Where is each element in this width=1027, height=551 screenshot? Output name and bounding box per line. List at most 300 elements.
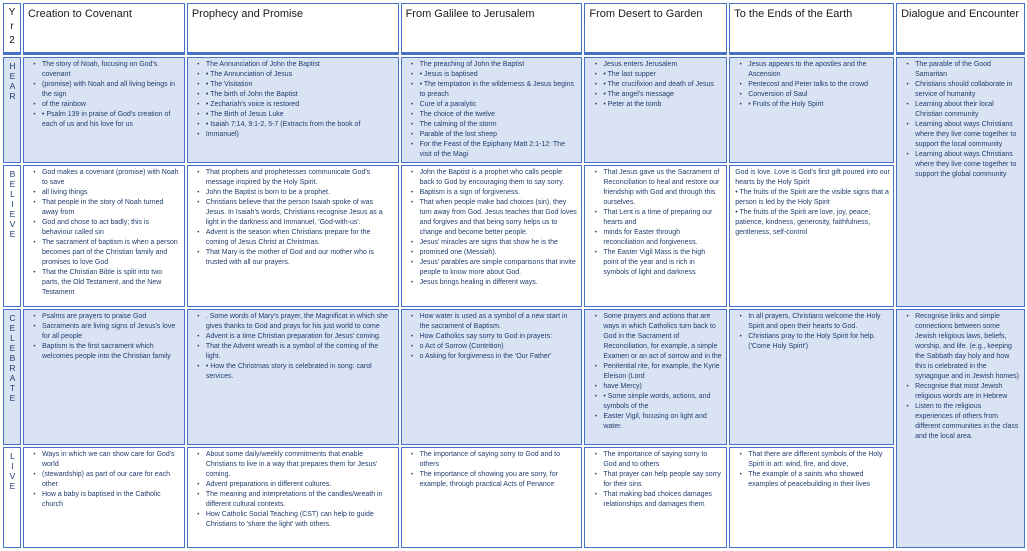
bullet-text: Jesus' parables are simple comparisons that invite people to know more about God.: [419, 259, 576, 276]
bullet-icon: •: [594, 210, 597, 216]
year-cell: [3, 3, 21, 55]
bullet-text: (stewardship) as part of our care for each other: [41, 471, 170, 488]
bullet-icon: •: [594, 472, 597, 478]
bullet-icon: •: [411, 200, 414, 206]
bullet-icon: •: [594, 492, 597, 498]
bullet-item: [27, 60, 182, 80]
label-letter: A: [9, 81, 16, 91]
bullet-icon: •: [594, 170, 597, 176]
bullet-text: Jesus' miracles are signs that show he is the: [419, 239, 558, 246]
bullet-item: [405, 238, 580, 248]
bullet-item: [588, 60, 724, 70]
bullet-icon: •: [411, 314, 414, 320]
bullet-icon: •: [411, 344, 414, 350]
bullet-text: • Peter at the tomb: [603, 101, 662, 108]
bullet-icon: •: [197, 112, 200, 118]
bullet-text: That when people make bad choices (sin), they turn away from God. Jesus teaches that God loves and forgives and that being sorry helps us to change and become better people.: [419, 199, 577, 236]
bullet-text: That prayer can help people say sorry for their sins: [603, 471, 721, 488]
bullet-item: [733, 470, 891, 490]
bullet-icon: •: [33, 190, 36, 196]
label-letter: C: [9, 313, 16, 323]
bullet-icon: •: [197, 102, 200, 108]
bullet-icon: •: [197, 482, 200, 488]
bullet-text: How Catholics say sorry to God in prayers:: [419, 333, 553, 340]
bullet-icon: •: [411, 62, 414, 68]
bullet-text: Learning about ways Christians where they live come together to support the local community: [915, 121, 1017, 148]
bullet-text: Jesus brings healing in different ways.: [419, 279, 538, 286]
bullet-item: [588, 362, 724, 382]
bullet-text: Christians pray to the Holy Spirit for help. ('Come Holy Spirit'): [748, 333, 876, 350]
bullet-item: [588, 70, 724, 80]
bullet-item: [900, 402, 1022, 442]
bullet-icon: •: [197, 82, 200, 88]
bullet-text: Baptism is the first sacrament which welcomes people into the Christian family: [41, 343, 171, 360]
header-row: [3, 3, 1025, 55]
bullet-item: [27, 198, 182, 218]
bullet-text: minds for Easter through reconciliation and forgiveness.: [603, 229, 698, 246]
bullet-text: That there are different symbols of the Holy Spirit in art: wind, fire, and dove,: [748, 451, 883, 468]
bullet-item: [588, 100, 724, 110]
bullet-icon: •: [594, 62, 597, 68]
bullet-icon: •: [411, 170, 414, 176]
bullet-item: [588, 382, 724, 392]
cell-hear-desert: [584, 57, 727, 163]
bullet-icon: •: [906, 122, 909, 128]
bullet-icon: •: [739, 102, 742, 108]
bullet-item: [733, 450, 891, 470]
bullet-icon: •: [33, 452, 36, 458]
bullet-text: • The crucifixion and death of Jesus: [603, 81, 714, 88]
bullet-item: [405, 130, 580, 140]
bullet-icon: •: [33, 220, 36, 226]
bullet-icon: •: [594, 414, 597, 420]
label-letter: r: [10, 21, 14, 32]
bullet-text: Christians should collaborate in service of humanity: [915, 81, 1013, 98]
bullet-text: • Jesus is baptised: [419, 71, 478, 78]
cell-dialogue-celebrate-live: [896, 309, 1025, 548]
bullet-icon: •: [594, 72, 597, 78]
bullet-text: • Fruits of the Holy Spirit: [748, 101, 824, 108]
bullet-text: Conversion of Saul: [748, 91, 808, 98]
bullet-icon: •: [197, 170, 200, 176]
bullet-item: [191, 362, 396, 382]
bullet-item: [405, 70, 580, 80]
bullet-text: Cure of a paralytic: [419, 101, 477, 108]
bullet-icon: •: [594, 92, 597, 98]
cell-hear-galilee: [401, 57, 583, 163]
label-letter: 2: [9, 35, 15, 46]
bullet-item: [27, 450, 182, 470]
bullet-icon: •: [197, 122, 200, 128]
bullet-icon: •: [739, 314, 742, 320]
bullet-icon: •: [197, 62, 200, 68]
bullet-text: o Act of Sorrow (Contrition): [419, 343, 504, 350]
bullet-icon: •: [411, 452, 414, 458]
cell-text-line: [733, 168, 891, 188]
cell-celebrate-prophecy: [187, 309, 399, 445]
bullet-text: Sacraments are living signs of Jesus's love for all people: [41, 323, 176, 340]
bullet-icon: •: [33, 112, 36, 118]
bullet-item: [191, 80, 396, 90]
bullet-text: • The Birth of Jesus Luke: [205, 111, 284, 118]
bullet-text: Jesus appears to the apostles and the Ascension: [748, 61, 867, 78]
bullet-icon: •: [411, 280, 414, 286]
bullet-text: That Lent is a time of preparing our hearts and: [603, 209, 713, 226]
bullet-icon: •: [33, 170, 36, 176]
label-letter: L: [10, 189, 15, 199]
bullet-item: [405, 278, 580, 288]
bullet-text: • The Annunciation of Jesus: [205, 71, 293, 78]
cell-text-line: [733, 188, 891, 208]
label-letter: R: [9, 363, 16, 373]
bullet-text: Advent is a time Christian preparation for Jesus' coming.: [205, 333, 381, 340]
bullet-icon: •: [739, 92, 742, 98]
bullet-text: About some daily/weekly commitments that enable Christians to live in a way that prepares them for Jesus' coming.: [205, 451, 378, 478]
bullet-item: [900, 120, 1022, 150]
label-letter: V: [9, 219, 16, 229]
label-letter: T: [9, 383, 16, 393]
bullet-item: [191, 342, 396, 362]
label-letter: E: [9, 481, 16, 491]
bullet-text: Easter Vigil, focusing on light and water.: [603, 413, 707, 430]
bullet-icon: •: [411, 132, 414, 138]
bullet-text: • The last supper: [603, 71, 656, 78]
bullet-item: [405, 120, 580, 130]
bullet-icon: •: [906, 82, 909, 88]
bullet-text: • The birth of John the Baptist: [205, 91, 298, 98]
bullet-item: [900, 312, 1022, 382]
bullet-text: The importance of saying sorry to God and to others: [603, 451, 708, 468]
bullet-item: [27, 80, 182, 100]
bullet-text: How Catholic Social Teaching (CST) can help to guide Christians to 'share the light' with others.: [205, 511, 374, 528]
bullet-item: [405, 352, 580, 362]
bullet-item: [900, 60, 1022, 80]
bullet-text: The preaching of John the Baptist: [419, 61, 525, 68]
bullet-text: • Zechariah's voice is restored: [205, 101, 300, 108]
cell-hear-prophecy: [187, 57, 399, 163]
bullet-icon: •: [411, 472, 414, 478]
bullet-item: [405, 248, 580, 258]
bullet-item: [405, 188, 580, 198]
bullet-text: In all prayers, Christians welcome the Holy Spirit and open their hearts to God.: [748, 313, 881, 330]
bullet-text: The sacrament of baptism is when a person becomes part of the Christian family and promises to love God: [41, 239, 178, 266]
bullet-text: How water is used as a symbol of a new start in the sacrament of Baptism.: [419, 313, 568, 330]
bullet-icon: •: [906, 62, 909, 68]
bullet-item: [191, 198, 396, 228]
bullet-item: [733, 80, 891, 90]
bullet-icon: •: [197, 452, 200, 458]
bullet-text: That Mary is the mother of God and our mother who is trusted with all our prayers.: [205, 249, 374, 266]
cell-celebrate-galilee: [401, 309, 583, 445]
bullet-icon: •: [33, 82, 36, 88]
bullet-item: [588, 208, 724, 228]
row-hear: [3, 57, 1025, 163]
bullet-text: o Asking for forgiveness in the 'Our Father': [419, 353, 552, 360]
bullet-icon: •: [411, 190, 414, 196]
bullet-text: The Easter Vigil Mass is the high point of the year and is rich in symbols of light and darkness: [603, 249, 706, 276]
bullet-icon: •: [739, 82, 742, 88]
bullet-text: That prophets and prophetesses communicate God's message inspired by the Holy Spirit.: [205, 169, 371, 186]
bullet-text: God makes a covenant (promise) with Noah to save: [41, 169, 179, 186]
bullet-icon: •: [594, 102, 597, 108]
cell-celebrate-creation: [23, 309, 185, 445]
bullet-item: [27, 238, 182, 268]
bullet-item: [405, 470, 580, 490]
bullet-icon: •: [197, 512, 200, 518]
label-letter: E: [9, 209, 16, 219]
bullet-item: [588, 450, 724, 470]
bullet-text: The importance of showing you are sorry, for example, through practical Acts of Penance: [419, 471, 558, 488]
bullet-icon: •: [906, 152, 909, 158]
bullet-icon: •: [739, 472, 742, 478]
bullet-text: The choice of the twelve: [419, 111, 496, 118]
cell-live-desert: [584, 447, 727, 548]
bullet-icon: •: [197, 132, 200, 138]
bullet-icon: •: [197, 492, 200, 498]
bullet-text: Baptism is a sign of forgiveness.: [419, 189, 520, 196]
bullet-item: [733, 332, 891, 352]
label-letter: L: [10, 451, 15, 461]
bullet-item: [191, 130, 396, 140]
bullet-icon: •: [197, 72, 200, 78]
bullet-item: [733, 100, 891, 110]
bullet-text: of the rainbow: [41, 101, 86, 108]
bullet-text: Penitential rite, for example, the Kyrie Eleison (Lord: [603, 363, 720, 380]
bullet-icon: •: [197, 250, 200, 256]
bullet-icon: •: [197, 334, 200, 340]
bullet-item: [588, 470, 724, 490]
label-letter: V: [9, 471, 16, 481]
bullet-icon: •: [594, 394, 597, 400]
bullet-text: That the Christian Bible is split into two parts, the Old Testament, and the New Testament: [41, 269, 163, 296]
bullet-item: [405, 60, 580, 70]
bullet-text: • The fruits of the Spirit are the visible signs that a person is led by the Holy Spirit: [735, 189, 889, 206]
bullet-icon: •: [33, 200, 36, 206]
label-letter: L: [10, 333, 15, 343]
bullet-item: [900, 80, 1022, 100]
row-label-live: [3, 447, 21, 548]
bullet-item: [27, 322, 182, 342]
column-header-to-the-ends-of-the-earth: To the Ends of the Earth: [729, 3, 894, 55]
label-letter: E: [9, 393, 16, 403]
bullet-item: [588, 392, 724, 412]
bullet-item: [191, 60, 396, 70]
cell-believe-ends-of-earth: [729, 165, 894, 307]
bullet-item: [191, 450, 396, 480]
bullet-text: all living things: [41, 189, 88, 196]
label-letter: B: [9, 353, 16, 363]
label-letter: B: [9, 169, 16, 179]
bullet-text: . Some words of Mary's prayer, the Magnificat in which she gives thanks to God and prays for his just world to come: [205, 313, 389, 330]
bullet-text: Recognise links and simple connections between some Jewish religious laws, beliefs, worship, and life. (e.g., keeping the Sabbath day holy and how this is celebrated in the synagogue and in Jewish homes): [915, 313, 1019, 380]
bullet-icon: •: [411, 250, 414, 256]
bullet-item: [27, 188, 182, 198]
bullet-item: [405, 258, 580, 278]
cell-text-line: [733, 208, 891, 238]
bullet-icon: •: [594, 384, 597, 390]
cell-believe-galilee: [401, 165, 583, 307]
bullet-text: The example of a saints who showed examples of peacebuilding in their lives: [748, 471, 871, 488]
cell-live-ends-of-earth: [729, 447, 894, 548]
bullet-text: Listen to the religious experiences of others from different communities in the class and the local area.: [915, 403, 1019, 440]
bullet-item: [733, 60, 891, 80]
cell-celebrate-desert: [584, 309, 727, 445]
bullet-text: Advent preparations in different cultures.: [205, 481, 332, 488]
bullet-item: [405, 80, 580, 100]
bullet-icon: •: [197, 314, 200, 320]
bullet-icon: •: [197, 364, 200, 370]
bullet-icon: •: [33, 270, 36, 276]
cell-hear-ends-of-earth: [729, 57, 894, 163]
bullet-icon: •: [411, 82, 414, 88]
bullet-item: [733, 90, 891, 100]
bullet-text: The meaning and interpretations of the candles/wreath in different cultural contexts.: [205, 491, 383, 508]
bullet-item: [588, 248, 724, 278]
bullet-text: Some prayers and actions that are ways in which Catholics turn back to God in the Sacrament of Reconciliation, for example, a simple Examen or an act of sorrow and in the: [603, 313, 722, 360]
bullet-icon: •: [411, 354, 414, 360]
bullet-icon: •: [33, 240, 36, 246]
bullet-item: [405, 450, 580, 470]
bullet-text: How a baby is baptised in the Catholic church: [41, 491, 161, 508]
bullet-text: • How the Christmas story is celebrated in song: carol services.: [205, 363, 372, 380]
bullet-item: [588, 490, 724, 510]
cell-believe-prophecy: [187, 165, 399, 307]
bullet-item: [588, 412, 724, 432]
cell-believe-creation: [23, 165, 185, 307]
row-label-believe: [3, 165, 21, 307]
bullet-item: [27, 110, 182, 130]
bullet-icon: •: [33, 472, 36, 478]
bullet-item: [191, 110, 396, 120]
bullet-item: [588, 312, 724, 362]
bullet-item: [588, 80, 724, 90]
label-letter: I: [11, 199, 14, 209]
bullet-text: Recognise that most Jewish religious words are in Hebrew: [915, 383, 1008, 400]
bullet-text: That Jesus gave us the Sacrament of Reconciliation to heal and restore our friendship with God and through this ourselves.: [603, 169, 720, 206]
bullet-item: [588, 168, 724, 208]
bullet-item: [27, 218, 182, 238]
bullet-icon: •: [739, 334, 742, 340]
bullet-icon: •: [411, 142, 414, 148]
row-celebrate: [3, 309, 1025, 445]
bullet-icon: •: [594, 452, 597, 458]
bullet-item: [405, 168, 580, 188]
bullet-item: [191, 100, 396, 110]
bullet-icon: •: [906, 404, 909, 410]
bullet-icon: •: [411, 260, 414, 266]
bullet-text: The parable of the Good Samaritan: [915, 61, 991, 78]
bullet-text: The Annunciation of John the Baptist: [205, 61, 320, 68]
bullet-item: [733, 312, 891, 332]
row-label-celebrate: [3, 309, 21, 445]
bullet-text: Psalms are prayers to praise God: [41, 313, 147, 320]
cell-live-galilee: [401, 447, 583, 548]
column-header-from-desert-to-garden: From Desert to Garden: [584, 3, 727, 55]
bullet-text: God and chose to act badly; this is behaviour called sin: [41, 219, 149, 236]
bullet-text: John the Baptist is a prophet who calls people back to God by encouraging them to say sorry.: [419, 169, 565, 186]
bullet-icon: •: [739, 62, 742, 68]
bullet-icon: •: [594, 230, 597, 236]
cell-live-prophecy: [187, 447, 399, 548]
bullet-text: John the Baptist is born to be a prophet.: [205, 189, 330, 196]
bullet-text: Jesus enters Jerusalem: [603, 61, 678, 68]
cell-celebrate-ends-of-earth: [729, 309, 894, 445]
column-header-creation-to-covenant: Creation to Covenant: [23, 3, 185, 55]
label-letter: E: [9, 323, 16, 333]
bullet-icon: •: [197, 190, 200, 196]
bullet-icon: •: [411, 240, 414, 246]
bullet-text: promised one (Messiah).: [419, 249, 497, 256]
row-label-hear: [3, 57, 21, 163]
bullet-text: Advent is the season when Christians prepare for the coming of Jesus Christ at Christmas.: [205, 229, 371, 246]
bullet-item: [900, 150, 1022, 180]
bullet-text: Christians believe that the person Isaiah spoke of was Jesus. In Isaiah's words, Christians recognise Jesus as a light in the darkness and Immanuel, 'God-with-us'.: [205, 199, 383, 226]
label-letter: H: [9, 61, 16, 71]
bullet-text: Pentecost and Peter talks to the crowd: [748, 81, 869, 88]
cell-hear-creation: [23, 57, 185, 163]
cell-live-creation: [23, 447, 185, 548]
label-letter: A: [9, 373, 16, 383]
bullet-text: That people in the story of Noah turned away from: [41, 199, 164, 216]
bullet-icon: •: [33, 492, 36, 498]
bullet-icon: •: [33, 344, 36, 350]
bullet-item: [191, 120, 396, 130]
curriculum-table: [1, 1, 1027, 550]
bullet-text: Immanuel): [205, 131, 239, 138]
label-letter: I: [11, 461, 14, 471]
bullet-text: • The temptation in the wilderness & Jesus begins to preach: [419, 81, 575, 98]
bullet-item: [191, 480, 396, 490]
bullet-item: [27, 168, 182, 188]
bullet-icon: •: [594, 314, 597, 320]
bullet-item: [191, 490, 396, 510]
bullet-item: [405, 342, 580, 352]
bullet-icon: •: [411, 334, 414, 340]
bullet-item: [191, 312, 396, 332]
bullet-text: That making bad choices damages relationships and damages them: [603, 491, 712, 508]
bullet-item: [588, 90, 724, 100]
column-header-dialogue-and-encounter: Dialogue and Encounter: [896, 3, 1025, 55]
bullet-item: [588, 228, 724, 248]
bullet-icon: •: [197, 344, 200, 350]
bullet-text: (promise) with Noah and all living beings in the sign: [41, 81, 176, 98]
bullet-icon: •: [906, 102, 909, 108]
bullet-text: That the Advent wreath is a symbol of the coming of the light.: [205, 343, 379, 360]
label-letter: E: [9, 229, 16, 239]
bullet-item: [405, 312, 580, 332]
bullet-item: [900, 100, 1022, 120]
bullet-item: [191, 510, 396, 530]
bullet-item: [27, 100, 182, 110]
bullet-text: The story of Noah, focusing on God's covenant: [41, 61, 158, 78]
bullet-text: The calming of the storm: [419, 121, 497, 128]
bullet-icon: •: [33, 314, 36, 320]
bullet-icon: •: [33, 324, 36, 330]
bullet-text: • The fruits of the Spirit are love, joy, peace, patience, kindness, generosity, faithfulness, gentleness, self-control: [735, 209, 871, 236]
row-believe: [3, 165, 1025, 307]
bullet-item: [27, 470, 182, 490]
bullet-item: [405, 100, 580, 110]
bullet-item: [27, 312, 182, 322]
bullet-item: [27, 342, 182, 362]
label-letter: R: [9, 91, 16, 101]
bullet-item: [405, 140, 580, 160]
bullet-item: [191, 188, 396, 198]
bullet-text: God is love. Love is God's first gift poured into our hearts by the Holy Spirit: [735, 169, 890, 186]
bullet-icon: •: [594, 364, 597, 370]
bullet-item: [191, 90, 396, 100]
cell-dialogue-hear-believe: [896, 57, 1025, 307]
